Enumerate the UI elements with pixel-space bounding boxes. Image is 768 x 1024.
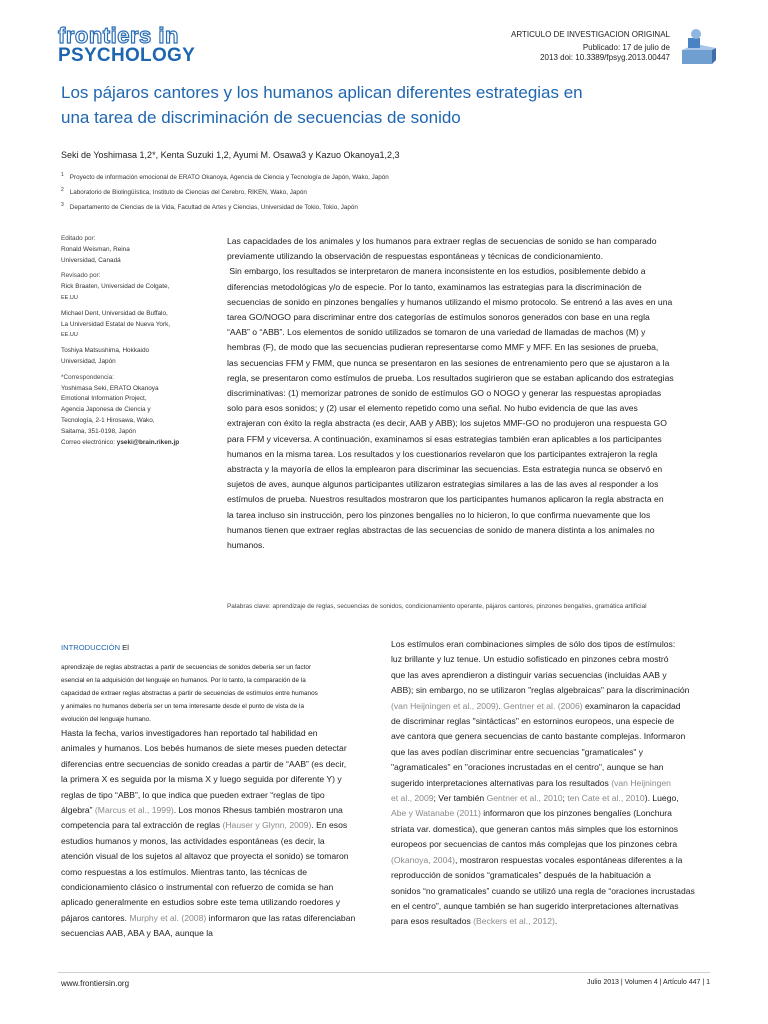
text-line (61, 757, 366, 772)
intro-lead-line: evolución del lenguaje humano. (61, 716, 151, 723)
text-line (61, 880, 366, 895)
text-segment: sonidos “no gramaticales” cuando se utilizó una regla de “oraciones incrustadas (391, 885, 695, 896)
text-line (61, 926, 366, 941)
citation-link[interactable]: et al., 2009 (391, 793, 434, 804)
affiliations (61, 169, 389, 214)
text-line (61, 818, 366, 833)
correspondence-line-3: Agencia Japonesa de Ciencia y (61, 406, 151, 414)
abstract-line: la tarea incluso sin instrucción, pero los pinzones bengalíes no lo hicieron, lo que confirma nuevamente que los (227, 509, 651, 520)
text-line (391, 868, 711, 883)
abstract-line: extrajeran con éxito la regla abstracta (es decir, AAB y ABB); los sujetos MMF-GO no produjeron una respuesta GO (227, 418, 667, 429)
footer-website[interactable]: www.frontiersin.org (61, 979, 130, 988)
body-column-1 (61, 637, 366, 942)
text-segment: examinaron la capacidad (582, 700, 681, 711)
body-column-2 (391, 637, 711, 930)
text-segment: europeos por secuencias de cantos más complejas que los pinzones cebra (391, 839, 678, 850)
text-line (61, 849, 366, 864)
reviewer-2: Michael Dent, Universidad de Buffalo, (61, 309, 168, 317)
abstract-line: para FFM y viceversa. A continuación, examinamos si esas estrategias también eran aplicables a los participantes (227, 433, 662, 444)
text-line (391, 699, 711, 714)
text-segment: ABB); sin embargo, no se utilizaron "reglas algebraicas" para la discriminación (391, 685, 690, 696)
title-line-2: una tarea de discriminación de secuencias de sonido (61, 108, 461, 127)
text-segment: diferencias entre secuencias de sonido creadas a partir de “AAB” (es decir, (61, 758, 347, 769)
text-segment: striata var. domestica), que generan cantos más simples que los estorninos (391, 823, 679, 834)
citation-link[interactable]: (Hauser y Glynn, 2009) (222, 820, 312, 831)
text-line (391, 729, 711, 744)
reviewed-label: Revisado por: (61, 272, 101, 280)
intro-lead-line: esencial en la adquisición del lenguaje en humanos. Por lo tanto, la comparación de la (61, 677, 306, 684)
text-segment: . (498, 700, 504, 711)
correspondence-line-1: Yoshimasa Seki, ERATO Okanoya (61, 384, 159, 392)
text-segment: reproducción de sonidos “gramaticales” después de la habituación a (391, 870, 651, 881)
text-segment: "agramaticales" en "oraciones incrustadas en el centro", aunque se han (391, 762, 664, 773)
text-line (391, 776, 711, 791)
reviewer-3: Toshiya Matsushima, Hokkaido (61, 347, 150, 355)
text-segment: aplicado generalmente en estudios sobre este tema utilizando roedores y (61, 897, 340, 908)
intro-lead-line: y animales no humanos debería ser un tema interesante desde el punto de vista de la (61, 703, 304, 710)
citation-link[interactable]: Abe y Watanabe (2011) (391, 808, 481, 819)
text-segment: condicionamiento clásico o instrumental con refuerzo de comida se han (61, 882, 334, 893)
text-line (391, 806, 711, 821)
text-line (61, 911, 366, 926)
correspondence-label: *Correspondencia: (61, 373, 114, 381)
text-line (391, 914, 711, 929)
reviewer-1-country: EE.UU (61, 294, 78, 301)
abstract-line: diferencias metodológicas y/o de especie. Por lo tanto, examinamos las estrategias para la discriminación de (227, 281, 642, 292)
citation-link[interactable]: Gentner et al. (2006) (503, 700, 583, 711)
text-line (391, 683, 711, 698)
intro-body (61, 726, 366, 942)
abstract-line: previamente utilizando la observación de respuestas espontáneas y técnicas de condicionamiento. (227, 251, 603, 262)
footer-divider (58, 972, 710, 973)
text-segment: ; (562, 793, 568, 804)
citation-link[interactable]: ten Cate et al., 2010 (567, 793, 645, 804)
doi: 2013 doi: 10.3389/fpsyg.2013.00447 (540, 53, 670, 62)
footer-issue-info: Julio 2013 | Volumen 4 | Artículo 447 | 1 (587, 979, 710, 986)
text-segment: pájaros cantores. (61, 912, 130, 923)
affiliation-3: $^3$ Departamento de Ciencias de la Vida, Facultad de Artes y Ciencias, Universidad de Tokio, Tokio, Japón (61, 202, 358, 212)
text-line (61, 803, 366, 818)
abstract-line: discriminativas: (1) memorizar patrones de sonido de estímulos GO o NOGO y generar las respuestas apropiadas (227, 388, 662, 399)
text-line (391, 899, 711, 914)
correspondence-line-2: Emotional Information Project, (61, 395, 147, 403)
logo-psychology-text: PSYCHOLOGY (58, 45, 196, 66)
intro-lead (61, 661, 366, 726)
article-meta (511, 30, 670, 63)
text-line (391, 745, 711, 760)
text-segment: Los estímulos eran combinaciones simples de sólo dos tipos de estímulos: (391, 639, 676, 649)
abstract-line: secuencias de sonido en pinzones bengalíes y humanos utilizando el mismo protocolo. Se entrenó a las aves en una (227, 296, 673, 307)
citation-link[interactable]: Gentner et al., 2010 (486, 793, 563, 804)
citation-link[interactable]: (van Heijningen et al., 2009) (391, 700, 499, 711)
abstract-line: regla, se presentaron como estímulos de prueba. Los resultados sugirieron que se estaban aplicando dos estrategias (227, 372, 674, 383)
text-line (391, 668, 711, 683)
abstract-line: abstracta y la mayoría de ellos la emplearon para discriminar las secuencias. Esta estrategia nunca se observó en (227, 464, 663, 475)
text-line (61, 741, 366, 756)
abstract (227, 234, 717, 553)
abstract-line: sujetos de aves, aunque algunos participantes utilizaron estrategias similares a las de las aves al responder a los (227, 479, 659, 490)
text-segment: estudios humanos y monos, las actividades espontáneas (es decir, la (61, 835, 325, 846)
email-link[interactable]: yseki@brain.riken.jp (116, 438, 180, 446)
authors: Seki de Yoshimasa 1,2*, Kenta Suzuki 1,2, Ayumi M. Osawa3 y Kazuo Okanoya1,2,3 (61, 150, 400, 160)
reviewer-2-affiliation: La Universidad Estatal de Nueva York, (61, 320, 171, 328)
text-line (391, 822, 711, 837)
text-segment: animales y humanos. Los bebés humanos de siete meses pueden detectar (61, 743, 347, 754)
citation-link[interactable]: (van Heijningen (611, 777, 671, 788)
text-line (61, 726, 366, 741)
intro-heading-tail: El (120, 643, 129, 652)
text-segment: atención visual de los sujetos al altavoz que proyecta el sonido) se tomaron (61, 851, 349, 862)
text-segment: Hasta la fecha, varios investigadores han reportado tal habilidad en (61, 728, 318, 738)
abstract-line: humanos en la misma tarea. Los resultados y los cuestionarios revelaron que los participantes extrajeron la regla (227, 448, 658, 459)
text-line (391, 837, 711, 852)
intro-heading-line (61, 637, 366, 655)
text-line (391, 760, 711, 775)
published-date: Publicado: 17 de julio de (582, 43, 670, 52)
journal-logo (58, 23, 196, 66)
article-type: ARTICULO DE INVESTIGACION ORIGINAL (511, 30, 670, 39)
reviewer-3-affiliation: Universidad, Japón (61, 357, 116, 365)
keywords: Palabras clave: aprendizaje de reglas, secuencias de sonidos, condicionamiento operante, pájaros cantores, pinzones bengalíes, gramática artificial (227, 603, 647, 610)
reviewer-1: Rick Braaten, Universidad de Colgate, (61, 283, 170, 291)
text-segment: que las aves podían discriminar entre secuencias "gramaticales" y (391, 746, 644, 757)
reviewer-2-country: EE.UU (61, 332, 78, 339)
text-segment: que las aves aprendieron a distinguir varias secuencias (incluidas AAB y (391, 669, 667, 680)
text-line (61, 865, 366, 880)
text-segment: en el centro”, aunque también se han sugerido interpretaciones alternativas (391, 900, 679, 911)
text-segment: informaron que los pinzones bengalíes (Lonchura (480, 808, 672, 819)
affiliation-2: $^2$ Laboratorio de Biolingüística, Instituto de Ciencias del Cerebro, RIKEN, Wako, Japón (61, 187, 307, 197)
editor-affiliation: Universidad, Canadá (61, 256, 121, 264)
text-segment: ; Ver también (433, 793, 487, 804)
text-line (391, 791, 711, 806)
open-access-icon (676, 26, 716, 68)
editorial-sidebar (61, 234, 211, 448)
citation-link[interactable]: Murphy et al. (2008) (129, 912, 207, 923)
edited-label: Editado por: (61, 235, 96, 242)
affiliation-1: $^1$ Proyecto de información emocional de ERATO Okanoya, Agencia de Ciencia y Tecnología de Japón, Wako, Japón (61, 172, 389, 182)
correspondence-line-5: Saitama, 351-0198, Japón (61, 427, 136, 435)
text-segment: . (554, 916, 558, 927)
intro-lead-line: capacidad de extraer reglas abstractas a partir de secuencias de estímulos entre humanos (61, 690, 318, 697)
abstract-line: Las capacidades de los animales y los humanos para extraer reglas de secuencias de sonido se han comparado (227, 236, 657, 246)
text-segment: competencia para tal extracción de reglas (61, 820, 223, 831)
text-segment: sugerido interpretaciones alternativas para los resultados (391, 777, 612, 788)
text-segment: álgebra” (61, 805, 95, 816)
text-line (391, 714, 711, 729)
citation-link[interactable]: (Okanoya, 2004) (391, 854, 456, 865)
logo-frontiers-text: frontiers in (58, 23, 179, 48)
abstract-line: Sin embargo, los resultados se interpretaron de manera inconsistente en los estudios, posiblemente debido a (227, 266, 646, 277)
correspondence-line-4: Tecnología, 2-1 Hirosawa, Wako, (61, 416, 155, 424)
abstract-line: estímulos de prueba. Nuestros resultados mostraron que los participantes humanos aplicaron la regla abstracta en (227, 494, 664, 505)
text-segment: informaron que las ratas diferenciaban (206, 912, 356, 923)
citation-link[interactable]: (Beckers et al., 2012) (473, 916, 555, 927)
abstract-line: “AAB” o “ABB”. Los elementos de sonido utilizados se tomaron de una variedad de llamadas de machos (M) y (227, 327, 646, 338)
text-segment: . En esos (311, 820, 348, 831)
text-segment: ave cantora que genera secuencias de canto bastante complejas. Informaron (391, 731, 686, 742)
abstract-line: solo para esos sonidos; y (2) usar el elemento repetido como una señal. No hubo evidencia de que las aves (227, 403, 638, 414)
text-segment: secuencias AAB, ABA y BAA, aunque la (61, 928, 213, 939)
text-line (61, 834, 366, 849)
text-segment: . Los monos Rhesus también mostraron una (173, 805, 343, 816)
editor-name: Ronald Weisman, Reina (61, 245, 130, 253)
text-segment: reglas de tipo “ABB”, lo que indica que pueden extraer “reglas de tipo (61, 789, 325, 800)
text-segment: como respuestas a los estímulos. Mientras tanto, las técnicas de (61, 866, 307, 877)
title-line-1: Los pájaros cantores y los humanos aplican diferentes estrategias en (61, 83, 583, 102)
article-title (61, 80, 681, 130)
text-line (391, 637, 711, 652)
email-line: Correo electrónico: yseki@brain.riken.jp (61, 438, 180, 446)
intro-lead-line: aprendizaje de reglas abstractas a partir de secuencias de sonidos debería ser un factor (61, 664, 312, 671)
text-segment: luz brillante y luz tenue. Un estudio sofisticado en pinzones cebra mostró (391, 654, 669, 665)
citation-link[interactable]: (Marcus et al., 1999) (94, 805, 174, 816)
text-segment: ). Luego, (644, 793, 679, 804)
abstract-line: las secuencias FFM y FMM, que nunca se presentaron en las sesiones de entrenamiento pero que se ajustaron a la (227, 357, 670, 368)
abstract-line: tarea GO/NOGO para discriminar entre dos categorías de estímulos sonoros generados con base en una regla (227, 312, 650, 323)
intro-heading: INTRODUCCIÓN (61, 643, 121, 652)
text-line (61, 895, 366, 910)
text-line (391, 853, 711, 868)
text-segment: la primera X es seguida por la misma X y luego seguida por diferente Y) y (61, 774, 342, 785)
abstract-line: hembras (F), de modo que las secuencias pudieran representarse como MMF y MFF. En las sesiones de prueba, (227, 342, 659, 353)
text-line (61, 788, 366, 803)
text-segment: de discriminar reglas "sintácticas" en estorninos europeos, una especie de (391, 716, 675, 727)
text-line (61, 772, 366, 787)
text-segment: , mostraron respuestas vocales espontáneas diferentes a la (455, 854, 683, 865)
text-segment: para esos resultados (391, 916, 474, 927)
abstract-line: humanos. (227, 540, 265, 551)
text-line (391, 884, 711, 899)
text-line (391, 652, 711, 667)
abstract-line: humanos tienen que extraer reglas abstractas de las secuencias de sonido de manera distinta a los animales no (227, 524, 655, 535)
